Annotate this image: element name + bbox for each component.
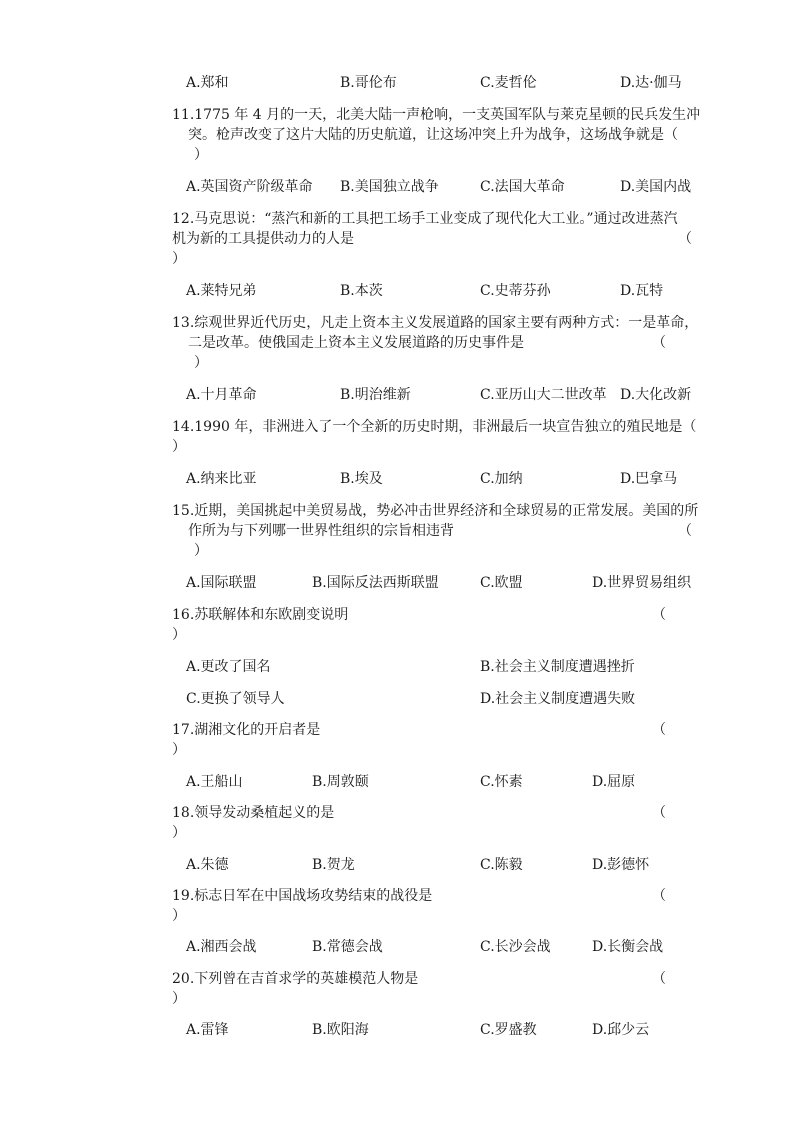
q17-option-b: B.周敦颐: [312, 774, 369, 790]
q15-stem-close-paren: ）: [194, 543, 208, 559]
q20-option-d: D.邱少云: [592, 1022, 650, 1038]
q10-option-d: D.达·伽马: [620, 75, 682, 91]
q17-stem-close-paren: ）: [172, 742, 186, 758]
q16-option-a: A.更改了国名: [186, 659, 271, 675]
q19-option-d: D.长衡会战: [592, 939, 664, 955]
q10-option-b: B.哥伦布: [340, 75, 397, 91]
q20-stem-line1: 20.下列曾在吉首求学的英雄模范人物是: [172, 971, 419, 987]
q15-option-d: D.世界贸易组织: [592, 575, 692, 591]
q17-option-d: D.屈原: [592, 774, 636, 790]
q15-option-b: B.国际反法西斯联盟: [312, 575, 439, 591]
q12-stem-open-paren: （: [678, 231, 692, 247]
q13-option-b: B.明治维新: [340, 387, 411, 403]
q18-stem-open-paren: （: [652, 805, 666, 821]
q16-option-c: C.更换了领导人: [186, 691, 285, 707]
q14-option-b: B.埃及: [340, 471, 383, 487]
q17-option-c: C.怀素: [480, 774, 523, 790]
q17-stem-line1: 17.湖湘文化的开启者是: [172, 722, 321, 738]
q17-stem-open-paren: （: [652, 722, 666, 738]
q18-stem-close-paren: ）: [172, 825, 186, 841]
q11-option-d: D.美国内战: [620, 179, 692, 195]
q18-option-d: D.彭德怀: [592, 857, 650, 873]
q19-option-b: B.常德会战: [312, 939, 383, 955]
q20-stem-close-paren: ）: [172, 991, 186, 1007]
q16-option-b: B.社会主义制度遭遇挫折: [480, 659, 635, 675]
q18-option-c: C.陈毅: [480, 857, 523, 873]
q15-option-c: C.欧盟: [480, 575, 523, 591]
q12-option-d: D.瓦特: [620, 283, 664, 299]
q11-stem-paren: ）: [194, 147, 208, 163]
q15-stem-line2: 作所为与下列哪一世界性组织的宗旨相违背: [188, 523, 454, 539]
q18-stem-line1: 18.领导发动桑植起义的是: [172, 805, 335, 821]
q20-option-b: B.欧阳海: [312, 1022, 369, 1038]
q12-option-c: C.史蒂芬孙: [480, 283, 551, 299]
q12-stem-close-paren: ）: [172, 251, 186, 267]
q12-stem-line1: 12.马克思说：“蒸汽和新的工具把工场手工业变成了现代化大工业。”通过改进蒸汽: [172, 211, 678, 227]
q13-stem-line1: 13.综观世界近代历史，凡走上资本主义发展道路的国家主要有两种方式：一是革命，: [172, 315, 699, 331]
q20-option-a: A.雷锋: [186, 1022, 229, 1038]
q13-option-c: C.亚历山大二世改革: [480, 387, 607, 403]
q20-stem-open-paren: （: [652, 971, 666, 987]
q14-stem-line1: 14.1990 年，非洲进入了一个全新的历史时期，非洲最后一块宣告独立的殖民地是（: [172, 419, 697, 435]
q12-option-b: B.本茨: [340, 283, 383, 299]
q11-stem-line1: 11.1775 年 4 月的一天，北美大陆一声枪响，一支英国军队与莱克星顿的民兵发生冲: [172, 107, 701, 123]
q15-option-a: A.国际联盟: [186, 575, 257, 591]
q19-stem-open-paren: （: [652, 888, 666, 904]
q10-option-c: C.麦哲伦: [480, 75, 537, 91]
q16-stem-open-paren: （: [652, 607, 666, 623]
q16-option-d: D.社会主义制度遭遇失败: [480, 691, 636, 707]
q19-option-a: A.湘西会战: [186, 939, 257, 955]
q15-stem-open-paren: （: [678, 523, 692, 539]
q15-stem-line1: 15.近期，美国挑起中美贸易战，势必冲击世界经济和全球贸易的正常发展。美国的所: [172, 503, 699, 519]
q19-stem-line1: 19.标志日军在中国战场攻势结束的战役是: [172, 888, 433, 904]
q13-stem-open-paren: （: [652, 335, 666, 351]
q19-option-c: C.长沙会战: [480, 939, 551, 955]
q13-option-a: A.十月革命: [186, 387, 257, 403]
q11-option-c: C.法国大革命: [480, 179, 565, 195]
q13-stem-close-paren: ）: [194, 355, 208, 371]
q10-option-a: A.郑和: [186, 75, 229, 91]
q19-stem-close-paren: ）: [172, 908, 186, 924]
q11-option-a: A.英国资产阶级革命: [186, 179, 313, 195]
q14-option-a: A.纳来比亚: [186, 471, 257, 487]
q20-option-c: C.罗盛教: [480, 1022, 537, 1038]
q16-stem-close-paren: ）: [172, 627, 186, 643]
q14-option-c: C.加纳: [480, 471, 523, 487]
q14-option-d: D.巴拿马: [620, 471, 678, 487]
q11-stem-line2: 突。枪声改变了这片大陆的历史航道，让这场冲突上升为战争，这场战争就是（: [188, 127, 678, 143]
q13-stem-line2: 二是改革。使俄国走上资本主义发展道路的历史事件是: [188, 335, 524, 351]
q14-stem-close-paren: ）: [172, 439, 186, 455]
q12-option-a: A.莱特兄弟: [186, 283, 257, 299]
q11-option-b: B.美国独立战争: [340, 179, 439, 195]
q12-stem-line2: 机为新的工具提供动力的人是: [172, 231, 354, 247]
q18-option-a: A.朱德: [186, 857, 229, 873]
q16-stem-line1: 16.苏联解体和东欧剧变说明: [172, 607, 349, 623]
q17-option-a: A.王船山: [186, 774, 243, 790]
q13-option-d: D.大化改新: [620, 387, 692, 403]
q18-option-b: B.贺龙: [312, 857, 355, 873]
